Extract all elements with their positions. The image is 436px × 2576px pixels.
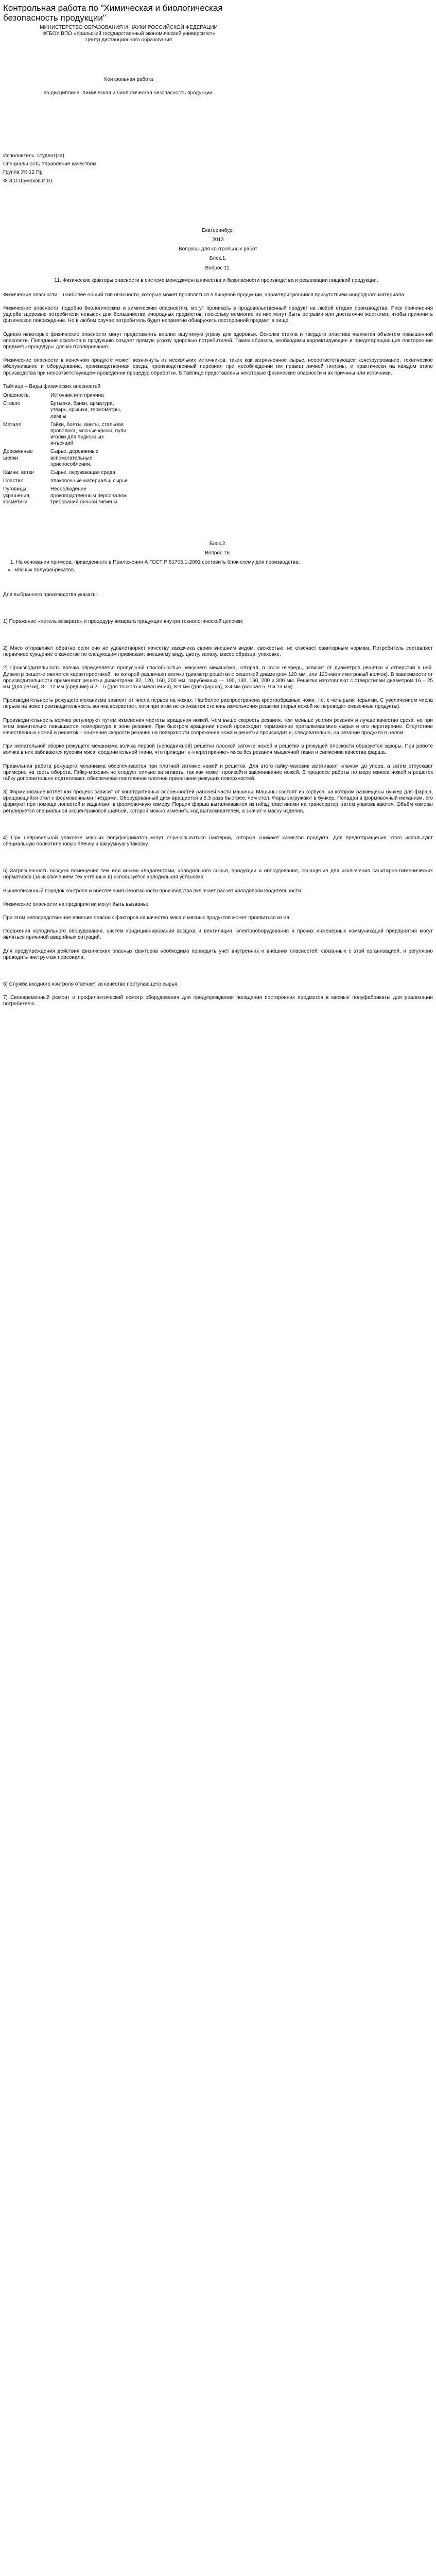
work-discipline: по дисциплине: Химическая и биологическая безопасность продукции. — [43, 90, 214, 96]
table-row — [3, 400, 130, 421]
table-row — [3, 448, 130, 469]
table-cell-source: Упаковочные материалы, сырье — [50, 478, 128, 484]
table-header-cell: Источник или причина — [50, 392, 104, 398]
ministry-line: МИНИСТЕРСТВО ОБРАЗОВАНИЯ И НАУКИ РОССИЙСКОЙ ФЕДЕРАЦИИ — [40, 25, 218, 31]
answer-paragraph: При этом непосредственное влияние опасных факторов на качество мяса и мясных продуктов может проявиться из-за: — [3, 914, 291, 921]
q16-heading: Вопрос 16. — [205, 550, 231, 556]
table-caption: Таблица – Виды физических опасностей — [3, 383, 101, 389]
table-row — [3, 469, 130, 478]
table-header-row — [3, 392, 130, 400]
table-cell-source: Бутылки, банки, арматура, утварь, крышки, термометры, лампы — [50, 401, 121, 419]
answer-paragraph: 4) При неправильной упаковке мясных полуфабрикатов могут образовываться бактерии, которые снижают качество продукта. Для предотвращения этого используют специальную полиэтиленовую плёнку и вакуумную упаковку. — [3, 835, 433, 847]
block1-paragraph: Физические опасности в конечном продукте может возникнуть из нескольких источников, таких как загрязненное сырье, несоответствующее конструирование, техническое обслуживание и оборудование, производственная среда, производственный персонал при несоблюдении им правил личной гигиены, и практически на каждом этапе производства при несоответствующем проведении процедур обработки. В Таблице представлены некоторые физические опасности и их причины или источники. — [3, 358, 433, 376]
q16-list — [14, 567, 436, 573]
table-cell-hazard: Пуговицы, украшения, косметики. — [3, 486, 31, 505]
q11-heading: Вопрос 11. — [205, 265, 231, 271]
table-header-cell: Опасность: — [3, 392, 30, 398]
answer-paragraph: Физические опасности на предприятии могут быть вызваны: — [3, 901, 148, 907]
table-cell-hazard: Деревянные щепки — [3, 449, 33, 461]
author-specialty: Специальность Управление качеством — [3, 161, 97, 167]
table-row — [3, 486, 130, 507]
answer-paragraph: 7) Своевременный ремонт и профилактический осмотр оборудования для предупреждения попадания посторонних предметов в мясные полуфабрикаты для реализации потребителю. — [3, 995, 433, 1007]
city: Екатеринбург — [202, 227, 234, 233]
block1-paragraph: Однако некоторые физические опасности могут представлять вполне ощутимую угрозу для здоровья. Осколки стекла и твердого пластика являются объектом повышенной опасности. Попадание осколков в продукцию создает прямую угрозу здоровью потребителей. Таким образом, необходимы корректирующие и предотвращающие посторонние предметы процедуры для контролирования. — [3, 331, 433, 350]
author-group: Группа УК-12 Пр — [3, 170, 43, 176]
block1-paragraph: Физические опасности, подобно биологическим и химическим опасностям, могут проникать в продовольственный продукт на любой стадии производства. Риск причинения ущерба здоровью потребителя невысок для большинства инородных предметов, поскольку немногие из них могут быть острыми или достаточно жесткими, чтобы причинить физическое повреждение. Но в любом случае потребитель будет неприятно обнаружить посторонний предмет в пище. — [3, 306, 433, 324]
answer-paragraph: При желательной сборке режущего механизма волчка первой (неподвижной) решетки плоской заточке ножей и решетки в режущей плоскости образуется зазоры. При работе волчка в них забиваются кусочки мяса, соединительной ткани, что приводит к «перетиранию» мяса без резания мышечной ткани и снижению качества фарша. — [3, 743, 433, 756]
table-cell-source: Гайки, болты, винты, стальная проволока, мясные крюки, пули, иголки для подкожных инъекций. — [50, 421, 128, 447]
table-cell-source: Сырье, деревянные вспомогательные приспособления. — [50, 449, 99, 467]
answer-paragraph: 2) Производительность волчка определяется пропускной способностью режущего механизма, которая, в свою очередь, зависит от диаметров решетки и отверстий в ней. Диаметр решетки является характеристикой, по которой различают волчки (диаметр решётки с решеткой диаметром 120 мм, или 120-миллиметровый волчок). В зависимости от производительности применяют решетки диаметрами 82, 120, 160, 200 мм, зарубежных — 100, 130, 160, 200 и 300 мм. Решётки изготовляют с отверстиями диаметром 16 – 25 мм (для резки), 8 – 12 мм (средние) и 2 – 5 (для тонкого измельчения), 8-9 мм (для фарша), 3-4 мм (ионная 5, 9 и 13 мм). — [3, 665, 433, 690]
answer-paragraph: Правильная работа режущего механизма обеспечивается при плотной затяжке ножей и решеток. Для этого гайку-маховик затягивают ключом до упора, а затем отпускают примерно на треть оборота. Гайку-маховик не следует сильно затягивать, так как может произойти заклинивание ножей. В процессе работы по мере износа ножей и решеток гайку дополнительно подтягивают, обеспечивая постоянное плотное прилегание режущих поверхностей. — [3, 763, 433, 782]
table-cell-hazard: Металл — [3, 421, 22, 428]
answer-paragraph: 1) Поражение «петель возврата» и процедуру возврата продукции внутри технологической цепочки: — [3, 618, 243, 624]
hazards-table — [3, 392, 130, 507]
answer-paragraph: Для предупреждения действия физических опасных факторов необходимо проводить учет внутренних и внешних опасностей, связанных с этой организацией, и регулярно проводить инструктаж персонала. — [3, 948, 433, 960]
block2-heading: Блок.2. — [209, 540, 227, 547]
author-performer: Исполнитель: студент(ка) — [3, 153, 64, 159]
university-line: ФГБОУ ВПО «Уральский государственный экономический университет» — [42, 31, 215, 37]
answer-paragraph: Вышеописанный порядок контроля и обеспечения безопасности производства включает расчёт холодопроизводительности. — [3, 888, 303, 894]
q11-text: 11. Физические факторы опасности в системе менеджмента качества и безопасности производства и реализации пищевой продукции. — [54, 277, 378, 283]
answer-paragraph: Поражения холодильного оборудования, систем кондиционирования воздуха и вентиляции, электрооборудования и прочих инженерных коммуникаций предприятия могут являться причиной аварийных ситуаций. — [3, 928, 433, 941]
block1-heading: Блок.1. — [209, 256, 227, 262]
work-kind: Контрольная работа — [104, 76, 153, 82]
answer-paragraph: 6) Служба входного контроля отвечает за качество поступающего сырья. — [3, 981, 179, 987]
doc-title: Контрольная работа по "Химическая и биологическая безопасность продукции" — [3, 3, 223, 23]
year: 2013 — [212, 236, 224, 243]
answer-paragraph: 3) Формирование котлет как процесс зависит от конструктивных особенностей рабочей части машины. Машины состоят из корпуса, на котором размещены бункер для фарша, вращающийся стол с формовочными гнёздами. Оборудованный диск вращается в 5,3 раза быстрее, чем стол. Фарш загружают в бункер. Попадая в формовочный механизм, его формуют при помощи лопастей и задвигают в формовочную камеру. Порции фарша выталкиваются из гнёзд пластинами на транспортер, затем упаковываются. Объём камеры регулируется специальной эксцентриковой шайбой, которой можно изменить ход выталкивателей, а значит и массу изделия. — [3, 789, 433, 814]
table-cell-hazard: Пластик — [3, 478, 23, 484]
questions-title: Вопросы для контрольных работ — [179, 246, 257, 252]
center-line: Центр дистанционного образования — [85, 37, 172, 43]
answer-paragraph: 2) Мясо отправляют обратно если оно не удовлетворяет качеству заказчика своим внешним видом, свежестью, не отвечает санитарным нормам. Потребитель составляет первичное суждение о качестве по следующим признакам: внешнему виду, цвету, запаху, массе образца, упаковке. — [3, 646, 433, 658]
table-cell-source: Сырье, окружающая среда. — [50, 470, 117, 476]
table-row — [3, 478, 130, 486]
q16-item: 1. На основании примера, приведенного в Приложении А ГОСТ Р 51705.1-2001 составить блок-схему для производства: — [10, 560, 300, 566]
author-name: Ф.И.О Шумаков И.Ю. — [3, 178, 54, 184]
table-cell-source: Несоблюдение производственным персоналом требований личной гигиены. — [50, 486, 127, 505]
table-cell-hazard: Камни, ветки — [3, 470, 34, 476]
block1-paragraph: Физические опасности – наиболее общий тип опасности, которые может проявляться в пищевой продукции, характеризующийся присутствием инородного материала. — [3, 292, 406, 298]
answer-paragraph: 5) Загрязненность воздуха помещения тем или иными кладагентами, холодильного сырья, продукции и оборудования, оснащения для исключения санитарно-гигиенических нормативов (за исключением тех учтённых в) используется холодильная установка. — [3, 868, 433, 880]
answer-paragraph: Производительность волчка регулируют путем изменения частоты вращения ножей. Чем выше скорость резания, тем меньше усилия резания и лучше качество среза, но при этом значительно повышается температура в зоне резания. При быстром вращении ножей происходит торможение проталкиваемого сырья и его перетирание. Отсутствие качественных ножей и решеток – снижение скорости резания на поверхности сопряжения ножа и решетки происходит и, следовательно, на резание продукта в целом. — [3, 717, 433, 736]
table-row — [3, 421, 130, 449]
selected-production: Для выбранного производства указать: — [3, 591, 97, 598]
answer-paragraph: Производительность режущего механизма зависит от числа перьев на ножах. Наиболее распространена крестообразные ножи, т.е. с четырьмя перьями. С увеличением числа перьев на ноже производительность волчка возрастает, хотя при этом не снижается степень измельчения решетки (перья ножей не переводят смазочные продукты). — [3, 698, 433, 710]
q16-list-item: • мясных полуфабрикатов. — [14, 567, 436, 573]
table-cell-hazard: Стекло — [3, 401, 21, 407]
document — [0, 0, 436, 1007]
